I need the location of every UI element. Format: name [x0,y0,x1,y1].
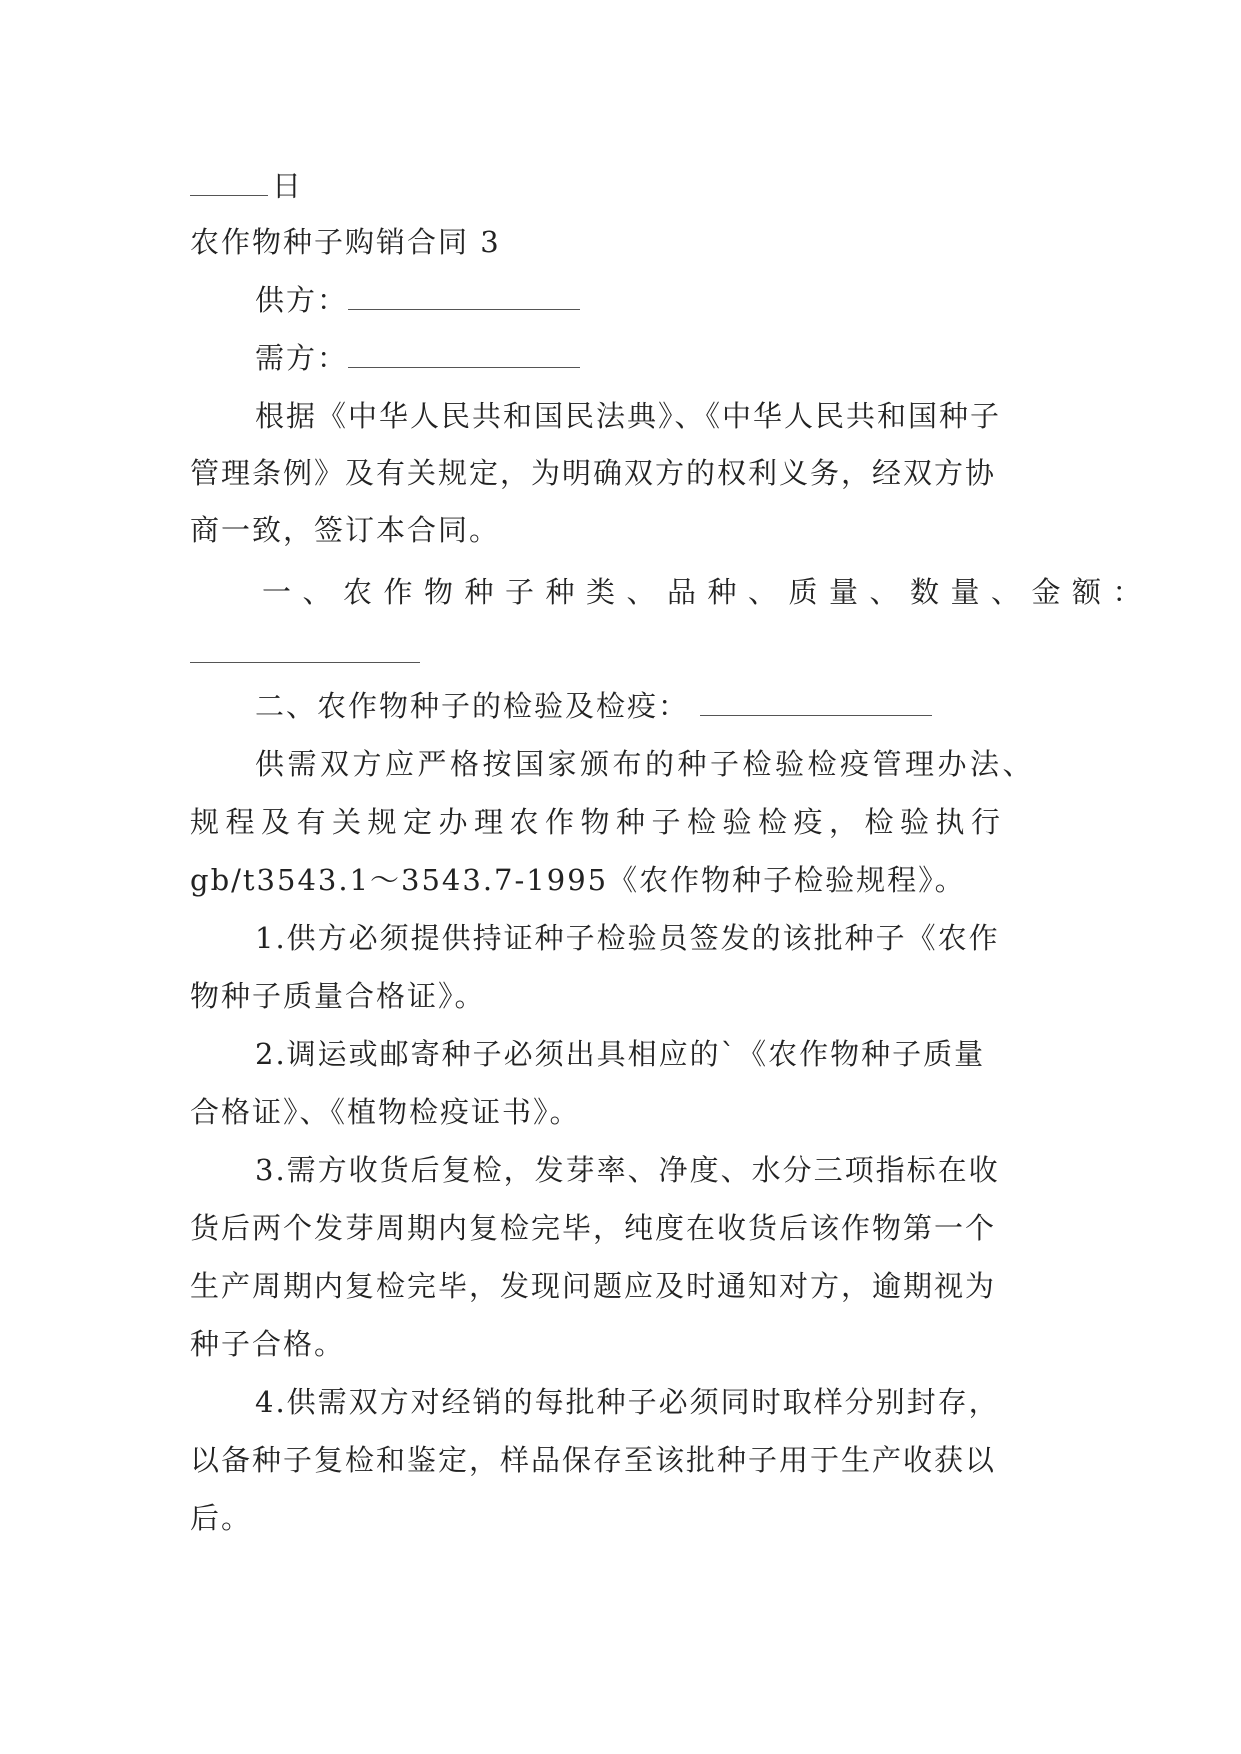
item1-line-1: 1.供方必须提供持证种子检验员签发的该批种子《农作 [255,921,1000,955]
section2-heading: 二、农作物种子的检验及检疫： [255,689,690,723]
buyer-label: 需方： [255,341,349,375]
section2-text-3: gb/t3543.1～3543.7-1995《农作物种子检验规程》。 [190,863,966,897]
intro-line-3: 商一致，签订本合同。 [190,513,501,547]
item2-line-2: 合格证》、《植物检疫证书》。 [190,1095,581,1129]
section2-blank [700,689,932,716]
date-line [190,166,303,206]
supplier-label: 供方： [255,283,349,317]
section1-heading: 一、农作物种子种类、品种、质量、数量、金额： [262,575,1154,609]
item3-line-4: 种子合格。 [190,1327,346,1361]
intro-line-1: 根据《中华人民共和国民法典》、《中华人民共和国种子 [255,399,1002,433]
date-suffix: 日 [272,169,304,203]
item4-line-1: 4.供需双方对经销的每批种子必须同时取样分别封存， [255,1385,1000,1419]
item3-line-3: 生产周期内复检完毕，发现问题应及时通知对方，逾期视为 [190,1269,997,1303]
section2-text-1: 供需双方应严格按国家颁布的种子检验检疫管理办法、 [255,747,1036,781]
section1-blank [190,662,420,663]
buyer-line [255,338,580,378]
item1-line-2: 物种子质量合格证》。 [190,979,486,1013]
item4-line-2: 以备种子复检和鉴定，样品保存至该批种子用于生产收获以 [190,1443,997,1477]
buyer-blank [348,341,580,368]
intro-line-2: 管理条例》及有关规定，为明确双方的权利义务，经双方协 [190,456,997,490]
section2-line [255,686,932,726]
day-blank [190,169,268,196]
item2-line-1: 2.调运或邮寄种子必须出具相应的`《农作物种子质量 [255,1037,986,1071]
item3-line-2: 货后两个发芽周期内复检完毕，纯度在收货后该作物第一个 [190,1211,997,1245]
section2-text-2: 规程及有关规定办理农作物种子检验检疫，检验执行 [190,805,1007,839]
item4-line-3: 后。 [190,1501,253,1535]
item3-line-1: 3.需方收货后复检，发芽率、净度、水分三项指标在收 [255,1153,1000,1187]
supplier-blank [348,283,580,310]
document-title: 农作物种子购销合同 3 [190,225,501,259]
supplier-line [255,280,580,320]
